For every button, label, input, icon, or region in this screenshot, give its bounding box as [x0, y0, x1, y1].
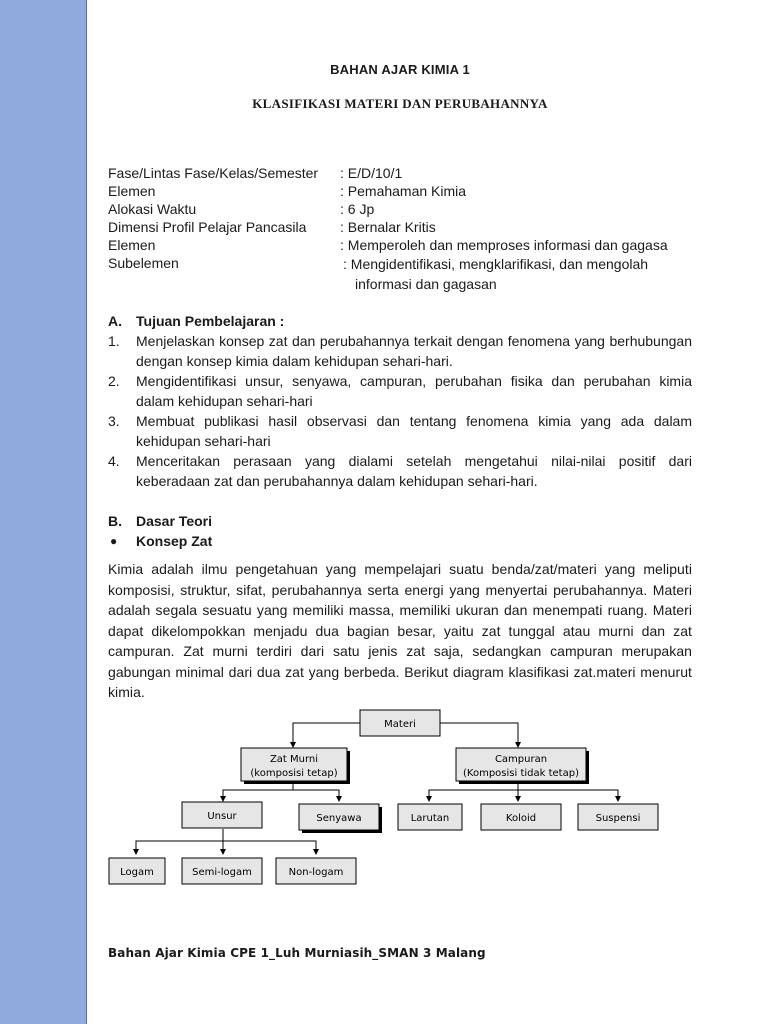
body-paragraph: Kimia adalah ilmu pengetahuan yang mempelajari suatu benda/zat/materi yang meliputi komposisi, struktur, sifat, perubahannya serta energi yang menyertai perubahannya. Materi adalah segala sesuatu yang memiliki massa, memiliki ukuran dan menempati ruang. Materi dapat dikelompokkan menjadu dua bagian besar, yaitu zat tunggal atau murni dan zat campuran. Zat murni terdiri dari satu jenis zat saja, sedangkan campuran merupakan gabungan minimal dari dua zat yang berbeda. Berikut diagram klasifikasi zat.materi menurut kimia. — [108, 561, 692, 700]
section-tujuan-pembelajaran — [108, 311, 692, 491]
meta-value: : Pemahaman Kimia — [340, 183, 467, 199]
diagram-label-logam: Logam — [120, 867, 154, 878]
list-text: Mengidentifikasi unsur, senyawa, campuran, perubahan fisika dan perubahan kimia dalam kehidupan sehari-hari — [136, 373, 692, 409]
section-letter: B. — [108, 513, 122, 529]
subsection-heading — [108, 531, 692, 551]
list-item — [108, 451, 692, 491]
meta-label: Elemen — [108, 183, 156, 199]
section-heading — [108, 311, 692, 331]
subsection-title: Konsep Zat — [136, 533, 213, 549]
page-footer: Bahan Ajar Kimia CPE 1_Luh Murniasih_SMAN 3 Malang — [108, 946, 486, 960]
meta-value: : E/D/10/1 — [340, 165, 403, 181]
diagram-connectors — [136, 723, 618, 854]
learning-objectives-list — [108, 331, 692, 491]
connector-line — [293, 790, 339, 801]
diagram-label-larutan: Larutan — [410, 813, 450, 824]
meta-row — [108, 254, 692, 292]
meta-row — [108, 218, 692, 236]
meta-value: : 6 Jp — [340, 201, 375, 217]
connector-line — [136, 829, 223, 854]
bullet-icon: ● — [110, 534, 118, 548]
meta-label: Elemen — [108, 237, 156, 253]
document-page — [108, 0, 692, 1024]
meta-row — [108, 182, 692, 200]
meta-value: : Memperoleh dan memproses informasi dan gagasa — [340, 237, 668, 253]
meta-label: Fase/Lintas Fase/Kelas/Semester — [108, 165, 319, 181]
diagram-label-campuran-sub: (Komposisi tidak tetap) — [463, 768, 579, 779]
section-heading — [108, 511, 692, 531]
list-number: 2. — [108, 373, 120, 389]
section-letter: A. — [108, 313, 122, 329]
meta-label: Subelemen — [108, 255, 179, 271]
meta-value-continued: informasi dan gagasan — [355, 276, 497, 292]
connector-line — [293, 723, 360, 747]
diagram-label-senyawa: Senyawa — [316, 813, 362, 824]
list-number: 4. — [108, 453, 120, 469]
section-dasar-teori — [108, 511, 692, 703]
connector-line — [429, 782, 518, 801]
section-title: Dasar Teori — [136, 513, 212, 529]
meta-label: Alokasi Waktu — [108, 201, 197, 217]
list-number: 1. — [108, 333, 120, 349]
diagram-label-semi-logam: Semi-logam — [192, 867, 252, 878]
connector-line — [518, 790, 618, 801]
meta-value: : Bernalar Kritis — [340, 219, 436, 235]
document-title: BAHAN AJAR KIMIA 1 — [330, 62, 470, 77]
list-item — [108, 411, 692, 451]
diagram-label-zat-murni: Zat Murni — [269, 754, 319, 765]
section-title: Tujuan Pembelajaran : — [136, 313, 285, 329]
list-item — [108, 331, 692, 371]
diagram-label-zat-murni-sub: (komposisi tetap) — [250, 768, 338, 779]
connector-line — [223, 841, 316, 854]
connector-line — [223, 782, 293, 801]
meta-info-table — [108, 164, 692, 292]
list-text: Menceritakan perasaan yang dialami setelah mengetahui nilai-nilai positif dari keberadaan zat dan perubahannya dalam kehidupan sehari-hari. — [136, 453, 692, 489]
document-subtitle: KLASIFIKASI MATERI DAN PERUBAHANNYA — [252, 96, 548, 111]
diagram-label-unsur: Unsur — [207, 811, 237, 822]
list-number: 3. — [108, 413, 120, 429]
meta-value: : Mengidentifikasi, mengklarifikasi, dan mengolah — [343, 256, 649, 272]
matter-classification-diagram — [108, 700, 692, 900]
meta-row — [108, 164, 692, 182]
left-margin-band — [0, 0, 87, 1024]
meta-label: Dimensi Profil Pelajar Pancasila — [108, 219, 307, 235]
list-text: Membuat publikasi hasil observasi dan tentang fenomena kimia yang ada dalam kehidupan sehari-hari — [136, 413, 692, 449]
meta-row — [108, 200, 692, 218]
connector-line — [440, 723, 518, 747]
diagram-label-non-logam: Non-logam — [288, 867, 344, 878]
diagram-label-suspensi: Suspensi — [595, 813, 641, 824]
list-text: Menjelaskan konsep zat dan perubahannya terkait dengan fenomena yang berhubungan dengan konsep kimia dalam kehidupan sehari-hari. — [136, 333, 692, 369]
meta-row — [108, 236, 692, 254]
diagram-label-koloid: Koloid — [505, 813, 537, 824]
diagram-label-campuran: Campuran — [494, 754, 548, 765]
list-item — [108, 371, 692, 411]
diagram-label-materi: Materi — [384, 719, 416, 730]
